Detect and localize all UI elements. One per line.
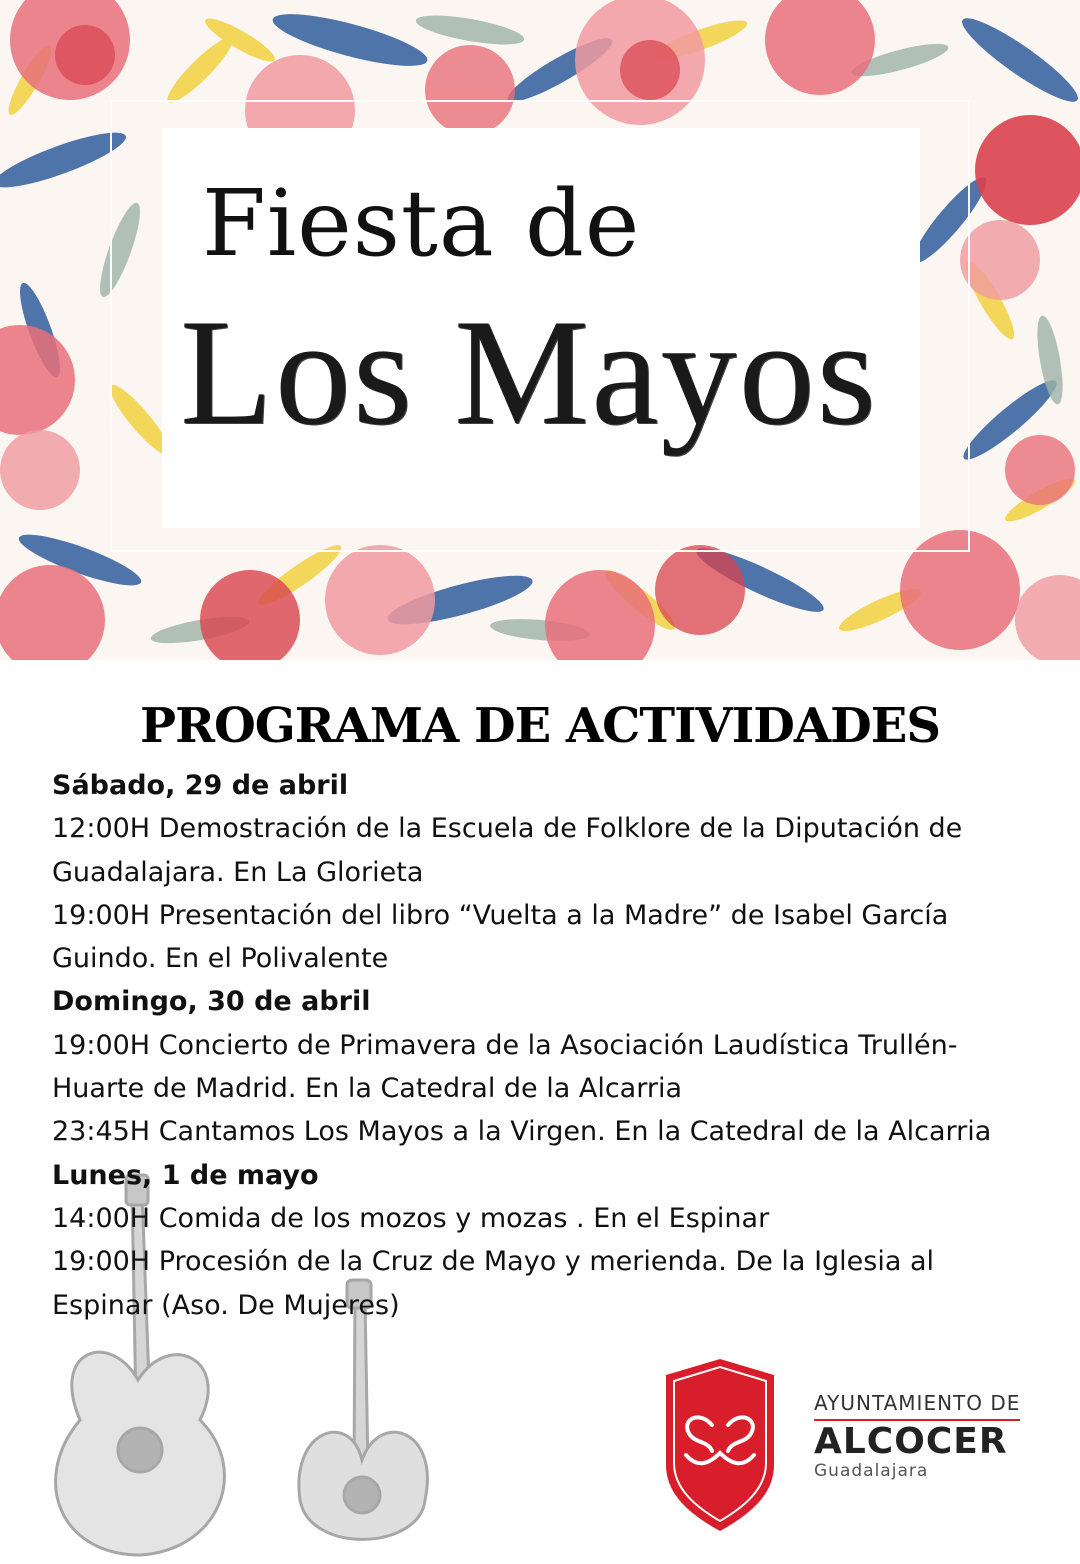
day-heading: Lunes, 1 de mayo	[52, 1159, 319, 1191]
schedule-item: 19:00H Concierto de Primavera de la Asociación Laudística Trullén-Huarte de Madrid. En la Catedral de la Alcarria	[52, 1029, 958, 1105]
logo-line-3: Guadalajara	[814, 1460, 929, 1481]
day-heading: Domingo, 30 de abril	[52, 986, 371, 1018]
title-box	[162, 128, 920, 528]
schedule-item: 23:45H Cantamos Los Mayos a la Virgen. En la Catedral de la Alcarria	[52, 1116, 992, 1148]
schedule-item: 14:00H Comida de los mozos y mozas . En el Espinar	[52, 1202, 770, 1234]
ayuntamiento-logo	[654, 1355, 1054, 1535]
schedule-item: 12:00H Demostración de la Escuela de Folklore de la Diputación de Guadalajara. En La Glorieta	[52, 813, 963, 888]
title-line-2: Los Mayos	[180, 288, 878, 456]
logo-text	[814, 1391, 1020, 1481]
day-heading: Sábado, 29 de abril	[52, 770, 349, 801]
schedule	[52, 764, 1042, 1327]
logo-line-1: AYUNTAMIENTO DE	[814, 1391, 1020, 1421]
swans-shield-emblem-icon	[654, 1355, 786, 1539]
program-heading: PROGRAMA DE ACTIVIDADES	[140, 698, 940, 754]
schedule-item: 19:00H Procesión de la Cruz de Mayo y merienda. De la Iglesia al Espinar (Aso. De Mujeres)	[52, 1246, 935, 1321]
logo-line-2: ALCOCER	[814, 1421, 1008, 1462]
schedule-item: 19:00H Presentación del libro “Vuelta a la Madre” de Isabel García Guindo. En el Polivalente	[52, 899, 949, 975]
title-line-1: Fiesta de	[202, 170, 641, 277]
